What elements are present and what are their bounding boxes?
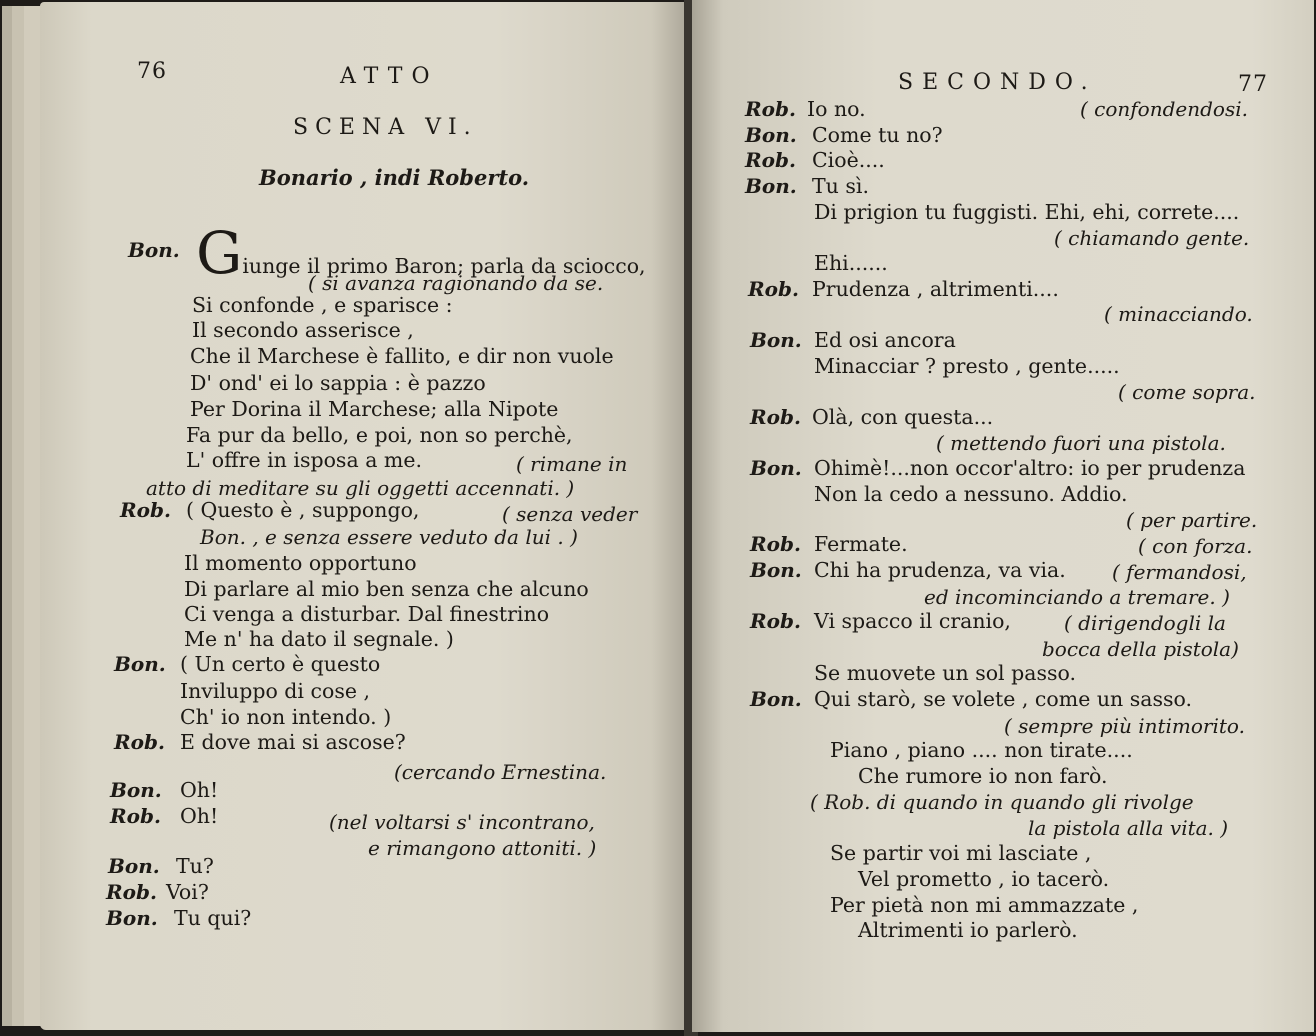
speaker-label: Rob. [750, 609, 801, 633]
speaker-label: Bon. [750, 328, 802, 352]
speech-text: iunge il primo Baron; parla da sciocco, [242, 254, 646, 278]
speaker-label: Rob. [106, 880, 157, 904]
stage-direction: ( rimane in [516, 452, 628, 476]
speech-line: Vel prometto , io tacerò. [858, 867, 1110, 891]
stage-direction: ( confondendosi. [1080, 97, 1248, 121]
speech-line: Se muovete un sol passo. [814, 661, 1077, 685]
speech-line: Oh! [180, 804, 219, 828]
speaker-label: Bon. [750, 558, 802, 582]
speech-line: Voi? [166, 880, 209, 904]
speech-line: Piano , piano .... non tirate.... [830, 738, 1133, 762]
stage-direction: Bon. , e senza essere veduto da lui . ) [200, 525, 578, 549]
stage-direction: (cercando Ernestina. [394, 760, 607, 784]
speech-line: ( Questo è , suppongo, [186, 498, 420, 522]
speech-line: Si confonde , e sparisce : [192, 293, 453, 317]
speech-line: Fermate. [814, 532, 908, 556]
page-number: 77 [1238, 72, 1268, 97]
speaker-label: Bon. [745, 123, 797, 147]
left-page [40, 2, 690, 1030]
stage-direction: ( sempre più intimorito. [1004, 714, 1245, 738]
stage-direction: ( come sopra. [1118, 380, 1256, 404]
speech-line: Di parlare al mio ben senza che alcuno [184, 577, 589, 601]
stage-direction: (nel voltarsi s' incontrano, [329, 810, 595, 834]
speech-line: Me n' ha dato il segnale. ) [184, 627, 454, 651]
page-number: 76 [137, 59, 167, 84]
speech-line: Io no. [807, 97, 866, 121]
speaker-label: Rob. [745, 148, 796, 172]
speaker-label: Bon. [745, 174, 797, 198]
speech-line: ( Un certo è questo [180, 652, 381, 676]
stage-direction: la pistola alla vita. ) [1028, 816, 1229, 840]
speech-line: Ehi...... [814, 251, 888, 275]
speech-line: D' ond' ei lo sappia : è pazzo [190, 371, 486, 395]
speech-line: Fa pur da bello, e poi, non so perchè, [186, 423, 573, 447]
speech-line: Qui starò, se volete , come un sasso. [814, 687, 1193, 711]
speech-line: Non la cedo a nessuno. Addio. [814, 482, 1128, 506]
stage-direction: ( minacciando. [1104, 302, 1253, 326]
speaker-label: Bon. [750, 456, 802, 480]
scene-title: SCENA VI. [293, 115, 478, 140]
speech-line: Per Dorina il Marchese; alla Nipote [190, 397, 559, 421]
speaker-label: Rob. [750, 405, 801, 429]
stage-direction: ed incominciando a tremare. ) [924, 585, 1230, 609]
drop-cap: G [196, 219, 243, 287]
speech-line: Ohimè!...non occor'altro: io per prudenza [814, 456, 1246, 480]
speech-line: Oh! [180, 778, 219, 802]
speaker-label: Rob. [748, 277, 799, 301]
speaker-label: Bon. [128, 238, 180, 262]
speech-line: Tu sì. [812, 174, 869, 198]
stage-direction: bocca della pistola) [1042, 637, 1239, 661]
speech-line: Cioè.... [812, 148, 885, 172]
stage-direction: ( senza veder [502, 502, 638, 526]
speaker-label: Bon. [108, 854, 160, 878]
stage-direction: atto di meditare su gli oggetti accennati. ) [146, 476, 575, 500]
speaker-label: Bon. [106, 906, 158, 930]
right-page [692, 0, 1314, 1032]
speech-line: Prudenza , altrimenti.... [812, 277, 1059, 301]
speech-line: Che rumore io non farò. [858, 764, 1108, 788]
speech-line: Olà, con questa... [812, 405, 994, 429]
speaker-label: Bon. [750, 687, 802, 711]
speech-line: Il momento opportuno [184, 551, 417, 575]
running-header: ATTO [340, 64, 439, 89]
speaker-label: Rob. [750, 532, 801, 556]
speech-line: Altrimenti io parlerò. [858, 918, 1078, 942]
speech-line: Per pietà non mi ammazzate , [830, 893, 1139, 917]
speech-line: Ch' io non intendo. ) [180, 705, 392, 729]
stage-direction: e rimangono attoniti. ) [368, 836, 597, 860]
speech-line: L' offre in isposa a me. [186, 448, 423, 472]
speaker-label: Rob. [120, 498, 171, 522]
stage-direction: ( per partire. [1126, 508, 1258, 532]
stage-direction: ( mettendo fuori una pistola. [936, 431, 1226, 455]
speaker-label: Rob. [110, 804, 161, 828]
running-header: SECONDO. [898, 70, 1097, 95]
speaker-label: Rob. [114, 730, 165, 754]
stage-direction: ( dirigendogli la [1064, 611, 1226, 635]
speech-line: Inviluppo di cose , [180, 679, 371, 703]
speaker-label: Bon. [110, 778, 162, 802]
stage-direction: ( Rob. di quando in quando gli rivolge [810, 790, 1194, 814]
speech-line: Ed osi ancora [814, 328, 956, 352]
speaker-label: Bon. [114, 652, 166, 676]
stage-direction: ( con forza. [1138, 534, 1253, 558]
stage-direction: ( fermandosi, [1112, 560, 1247, 584]
speech-line: Se partir voi mi lasciate , [830, 841, 1092, 865]
speech-line: Vi spacco il cranio, [814, 609, 1011, 633]
speech-line: Minacciar ? presto , gente..... [814, 354, 1120, 378]
stage-direction: ( chiamando gente. [1054, 226, 1250, 250]
stage-direction: ( si avanza ragionando da se. [308, 271, 604, 295]
speech-line: Ci venga a disturbar. Dal finestrino [184, 602, 550, 626]
speech-line: Chi ha prudenza, va via. [814, 558, 1066, 582]
speech-line: Il secondo asserisce , [192, 318, 414, 342]
speech-line: E dove mai si ascose? [180, 730, 406, 754]
speech-line: Che il Marchese è fallito, e dir non vuole [190, 344, 614, 368]
speaker-label: Rob. [745, 97, 796, 121]
speech-line: Di prigion tu fuggisti. Ehi, ehi, correte.... [814, 200, 1240, 224]
speech-line: Tu qui? [174, 906, 252, 930]
speech-line: Come tu no? [812, 123, 943, 147]
speech-line: Tu? [176, 854, 214, 878]
scene-characters: Bonario , indi Roberto. [259, 165, 530, 190]
